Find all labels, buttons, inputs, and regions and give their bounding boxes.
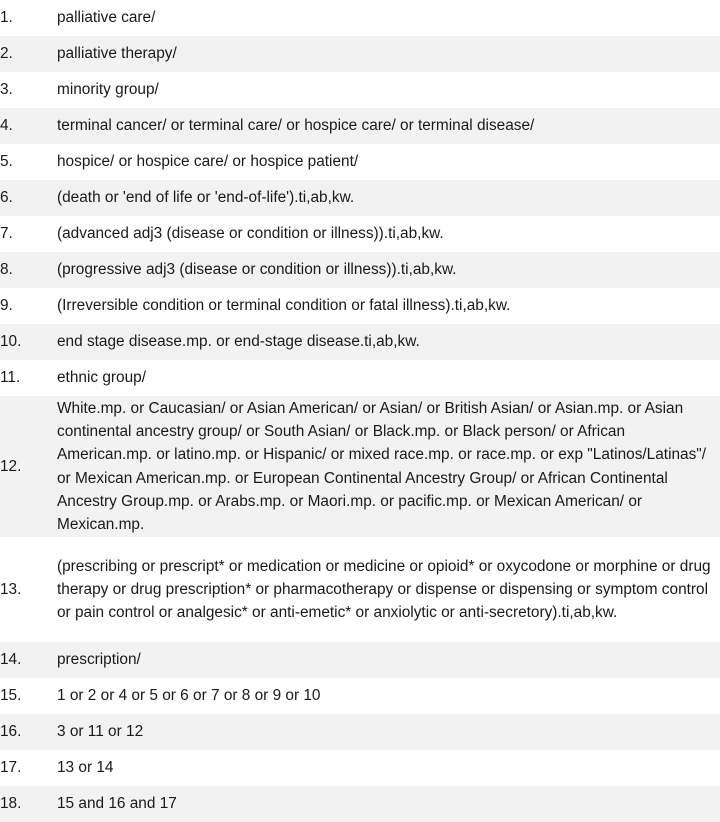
line-number: 9. [0, 288, 57, 324]
search-term: ethnic group/ [57, 360, 720, 396]
search-term: prescription/ [57, 642, 720, 678]
search-term: 15 and 16 and 17 [57, 786, 720, 822]
search-term: 1 or 2 or 4 or 5 or 6 or 7 or 8 or 9 or 10 [57, 678, 720, 714]
line-number: 16. [0, 714, 57, 750]
search-term: palliative therapy/ [57, 36, 720, 72]
search-term: (progressive adj3 (disease or condition or illness)).ti,ab,kw. [57, 252, 720, 288]
line-number: 18. [0, 786, 57, 822]
table-row [0, 180, 720, 216]
line-number: 14. [0, 642, 57, 678]
line-number: 5. [0, 144, 57, 180]
search-term: minority group/ [57, 72, 720, 108]
search-term: (death or 'end of life or 'end-of-life').ti,ab,kw. [57, 180, 720, 216]
table-row [0, 144, 720, 180]
search-term: terminal cancer/ or terminal care/ or hospice care/ or terminal disease/ [57, 108, 720, 144]
table-row [0, 678, 720, 714]
table-row [0, 324, 720, 360]
line-number: 13. [0, 537, 57, 642]
line-number: 17. [0, 750, 57, 786]
search-term: 3 or 11 or 12 [57, 714, 720, 750]
line-number: 4. [0, 108, 57, 144]
search-term: (Irreversible condition or terminal condition or fatal illness).ti,ab,kw. [57, 288, 720, 324]
line-number: 10. [0, 324, 57, 360]
table-row [0, 108, 720, 144]
table-row [0, 72, 720, 108]
line-number: 8. [0, 252, 57, 288]
table-row [0, 537, 720, 642]
search-term: (prescribing or prescript* or medication or medicine or opioid* or oxycodone or morphine or drug therapy or drug prescription* or pharmacotherapy or dispense or dispensing or symptom control or pain control or analgesic* or anti-emetic* or anxiolytic or anti-secretory).ti,ab,kw. [57, 537, 720, 642]
search-term: end stage disease.mp. or end-stage disease.ti,ab,kw. [57, 324, 720, 360]
table-row [0, 396, 720, 537]
line-number: 11. [0, 360, 57, 396]
table-row [0, 36, 720, 72]
line-number: 1. [0, 0, 57, 36]
line-number: 12. [0, 396, 57, 537]
line-number: 3. [0, 72, 57, 108]
table-row [0, 642, 720, 678]
line-number: 15. [0, 678, 57, 714]
search-term: (advanced adj3 (disease or condition or illness)).ti,ab,kw. [57, 216, 720, 252]
search-term: palliative care/ [57, 0, 720, 36]
table-row [0, 750, 720, 786]
line-number: 2. [0, 36, 57, 72]
table-row [0, 288, 720, 324]
line-number: 6. [0, 180, 57, 216]
table-row [0, 216, 720, 252]
table-row [0, 252, 720, 288]
search-term: 13 or 14 [57, 750, 720, 786]
table-row [0, 0, 720, 36]
search-term: White.mp. or Caucasian/ or Asian American/ or Asian/ or British Asian/ or Asian.mp. or Asian continental ancestry group/ or South Asian/ or Black.mp. or Black person/ or African American.mp. or latino.mp. or Hispanic/ or mixed race.mp. or race.mp. or exp "Latinos/Latinas"/ or Mexican American.mp. or European Continental Ancestry Group/ or African Continental Ancestry Group.mp. or Arabs.mp. or Maori.mp. or pacific.mp. or Mexican American/ or Mexican.mp. [57, 396, 720, 537]
table-row [0, 360, 720, 396]
table-row [0, 714, 720, 750]
search-term: hospice/ or hospice care/ or hospice patient/ [57, 144, 720, 180]
line-number: 7. [0, 216, 57, 252]
table-row [0, 786, 720, 822]
